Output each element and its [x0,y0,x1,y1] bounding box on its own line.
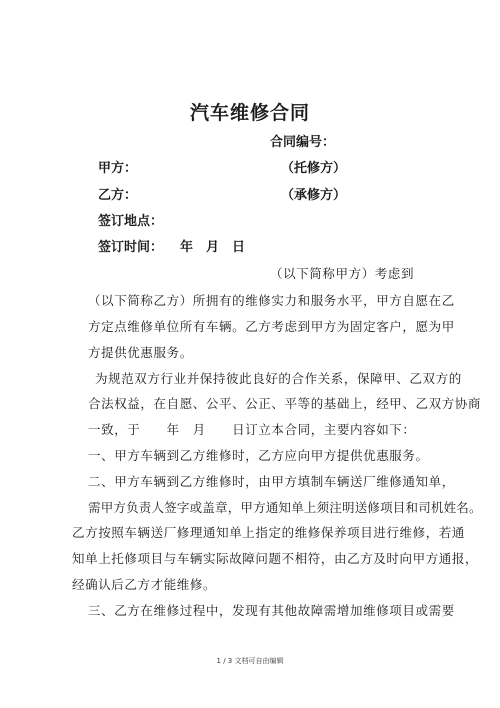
body-line: 为规范双方行业并保持彼此良好的合作关系，保障甲、乙双方的 [95,371,462,386]
body-line: 方提供优惠服务。 [88,345,193,360]
contract-number-label: 合同编号： [270,135,336,150]
body-line: 一、甲方车辆到乙方维修时，乙方应向甲方提供优惠服务。 [88,448,429,463]
sign-time-label: 签订时间： [98,240,164,255]
party-a-label: 甲方： [98,161,138,176]
party-b-label: 乙方： [98,188,138,203]
party-b-role: （承修方） [281,188,347,203]
body-line: 乙方按照车辆送厂修理通知单上指定的维修保养项目进行维修，若通 [72,525,466,540]
body-line: （以下简称乙方）所拥有的维修实力和服务水平，甲方自愿在乙 [88,293,455,308]
document-title: 汽车维修合同 [189,102,310,124]
party-a-role: （托修方） [281,161,347,176]
body-line: 三、乙方在维修过程中，发现有其他故障需增加维修项目或需要 [88,603,455,618]
page-footer: 1 / 3 文档可自由编辑 [216,657,284,665]
sign-time-date: 年 月 日 [180,240,246,255]
body-line: 合法权益，在自愿、公平、公正、平等的基础上，经甲、乙双方协商 [88,396,482,411]
body-line: 知单上托修项目与车辆实际故障问题不相符，由乙方及时向甲方通报， [72,551,479,566]
body-line: 经确认后乙方才能维修。 [72,577,217,592]
body-line: （以下简称甲方）考虑到 [270,266,415,281]
body-line: 一致，于 年 月 日订立本合同，主要内容如下： [88,422,416,437]
body-line: 方定点维修单位所有车辆。乙方考虑到甲方为固定客户，愿为甲 [88,319,455,334]
body-line: 需甲方负责人签字或盖章，甲方通知单上须注明送修项目和司机姓名。 [88,500,482,515]
sign-place-label: 签订地点： [98,214,164,229]
body-line: 二、甲方车辆到乙方维修时，由甲方填制车辆送厂维修通知单， [88,474,455,489]
